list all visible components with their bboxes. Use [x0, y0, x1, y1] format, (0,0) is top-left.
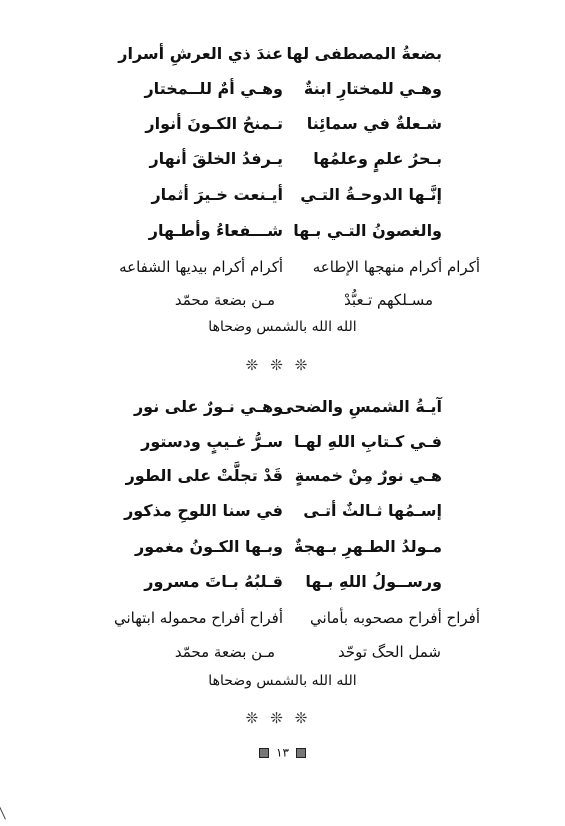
verse-left: أيـنعت خـيرَ أثمار [151, 185, 283, 204]
chorus-right: شمل الحگ توحّد [337, 643, 441, 661]
verse-left: في سنا اللوحِ مذكور [124, 501, 283, 520]
verse-left: تـمنحُ الكـونَ أنوار [145, 114, 283, 133]
chorus-left: أكرام أكرام بيديها الشفاعه [119, 258, 283, 276]
chorus-right: أكرام أكرام منهجها الإطاعه [312, 258, 480, 276]
page-number-block [0, 745, 565, 760]
verse-right: بـحرُ علمٍ وعلمُها [313, 149, 442, 168]
square-ornament-icon [259, 748, 269, 758]
chorus-left: مـن بضعة محمّد [174, 643, 275, 661]
refrain: الله الله بالشمس وضحاها [208, 673, 357, 689]
verse-left: شـــفعاءُ وأطـهار [148, 221, 283, 240]
verse-right: وهـي للمختارِ ابنةٌ [303, 79, 442, 98]
verse-left: قـلبُهُ بـاتَ مسرور [144, 572, 283, 591]
verse-right: ورســولُ اللهِ بـها [305, 572, 442, 591]
verse-left: وهـي نـورٌ على نور [133, 397, 283, 416]
verse-left: وبـها الكـونُ مغمور [135, 537, 283, 556]
verse-right: إنَّـها الدوحـةُ التـي [300, 185, 442, 204]
verse-right: والغصونُ التـي بـها [293, 221, 442, 240]
verse-right: هـي نورٌ مِنْ خمسةٍ [294, 466, 442, 485]
page-number: ١٣ [276, 745, 289, 760]
verse-right: شـعلةٌ في سمائِنا [306, 114, 442, 133]
verse-right: مـولدُ الطـهرِ بـهجةٌ [293, 537, 442, 556]
chorus-left: أفراح أفراح محموله ابتهاني [113, 609, 283, 627]
square-ornament-icon [296, 748, 306, 758]
chorus-left: مـن بضعة محمّد [174, 291, 275, 309]
chorus-right: مسـلكهم تـعبُّدْ [344, 291, 433, 309]
verse-left: قَدْ تجلَّتْ على الطور [125, 466, 283, 485]
chorus-right: أفراح أفراح مصحوبه بأماني [310, 609, 480, 627]
verse-right: إسـمُها ثـالثٌ أتـى [303, 501, 442, 520]
verse-right: بضعةُ المصطفى لها [286, 44, 442, 63]
verse-right: فـي كـتابِ اللهِ لهـا [293, 432, 442, 451]
verse-left: يـرفدُ الخلقَ أنهار [149, 149, 283, 168]
refrain: الله الله بالشمس وضحاها [208, 319, 357, 335]
verse-left: وهـي أمٌ للــمختار [144, 79, 283, 98]
margin-mark [0, 806, 6, 819]
section-separator: ❊❊❊ [245, 356, 320, 374]
verse-left: عندَ ذي العرشِ أسرار [118, 44, 283, 63]
verse-left: سـرُّ غـيبٍ ودستور [141, 432, 283, 451]
section-separator: ❊❊❊ [245, 709, 320, 727]
verse-right: آيـةُ الشمسِ والضحى [278, 397, 442, 416]
